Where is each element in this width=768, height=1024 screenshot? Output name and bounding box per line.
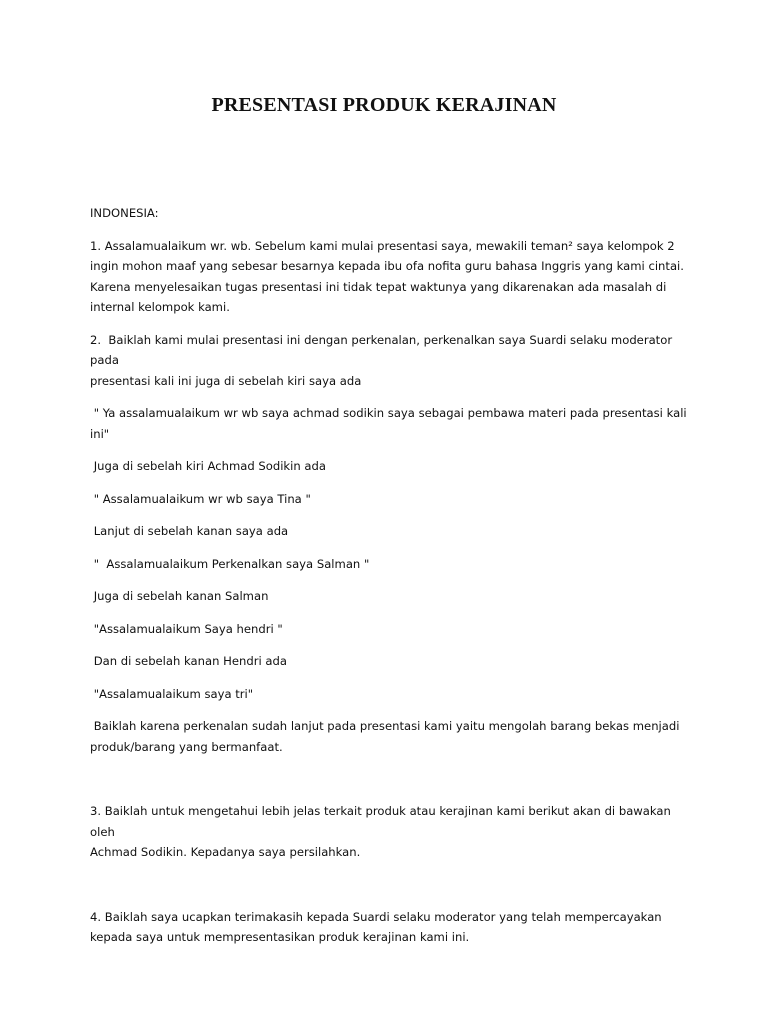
section-heading: INDONESIA: (90, 206, 159, 220)
paragraph-1: 1. Assalamualaikum wr. wb. Sebelum kami mulai presentasi saya, mewakili teman² saya kelompok 2 ingin mohon maaf yang sebesar besarnya kepada ibu ofa nofita guru bahasa Inggris yang kami cintai. Karena menyelesaikan tugas presentasi ini tidak tepat waktunya yang dikarenakan ada masalah di internal kelompok kami. (90, 238, 684, 314)
document-body (90, 203, 690, 960)
paragraph-13: 3. Baiklah untuk mengetahui lebih jelas terkait produk atau kerajinan kami berikut akan di bawakan oleh Achmad Sodikin. Kepadanya saya persilahkan. (90, 804, 671, 859)
paragraph-8: Juga di sebelah kanan Salman (90, 589, 269, 603)
paragraph-9: "Assalamualaikum Saya hendri " (90, 621, 283, 636)
paragraph-3: " Ya assalamualaikum wr wb saya achmad sodikin saya sebagai pembawa materi pada presentasi kali ini" (90, 406, 687, 441)
paragraph-12: Baiklah karena perkenalan sudah lanjut pada presentasi kami yaitu mengolah barang bekas menjadi produk/barang yang bermanfaat. (90, 719, 680, 754)
paragraph-11: "Assalamualaikum saya tri" (90, 686, 254, 701)
paragraph-10: Dan di sebelah kanan Hendri ada (90, 654, 287, 668)
paragraph-5: " Assalamualaikum wr wb saya Tina " (90, 491, 311, 506)
paragraph-6: Lanjut di sebelah kanan saya ada (90, 524, 289, 538)
paragraph-2: 2. Baiklah kami mulai presentasi ini dengan perkenalan, perkenalkan saya Suardi selaku moderator pada presentasi kali ini juga di sebelah kiri saya ada (90, 332, 673, 388)
paragraph-7: " Assalamualaikum Perkenalkan saya Salman " (90, 556, 370, 571)
paragraph-14: 4. Baiklah saya ucapkan terimakasih kepada Suardi selaku moderator yang telah mempercayakan kepada saya untuk mempresentasikan produk kerajinan kami ini. (90, 909, 662, 944)
document-title: PRESENTASI PRODUK KERAJINAN (211, 94, 557, 116)
paragraph-4: Juga di sebelah kiri Achmad Sodikin ada (90, 459, 326, 473)
